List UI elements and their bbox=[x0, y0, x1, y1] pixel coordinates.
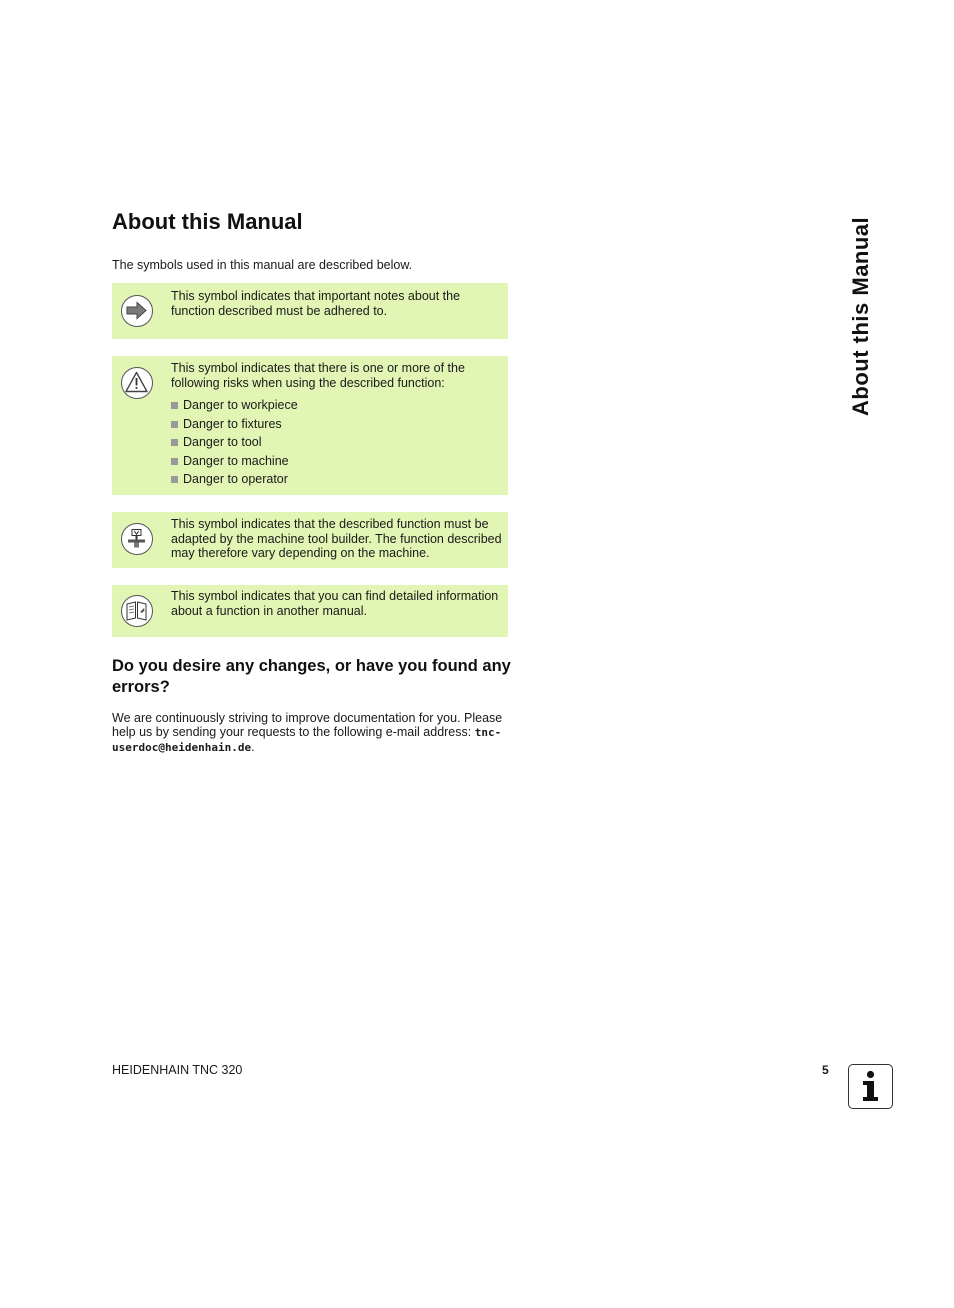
note-important bbox=[112, 283, 508, 339]
note-warning bbox=[112, 356, 508, 495]
list-item: Danger to fixtures bbox=[171, 415, 503, 434]
note-text: This symbol indicates that important notes about the function described must be adhered to. bbox=[171, 289, 461, 318]
feedback-text: We are continuously striving to improve documentation for you. Please help us by sending your requests to the following e-mail address: tnc-userdoc@heidenhain.de. bbox=[112, 711, 503, 754]
list-item: Danger to operator bbox=[171, 470, 503, 489]
list-item: Danger to workpiece bbox=[171, 396, 503, 415]
feedback-heading: Do you desire any changes, or have you found any errors? bbox=[112, 657, 511, 696]
bullet-icon bbox=[171, 421, 178, 428]
list-item: Danger to tool bbox=[171, 433, 503, 452]
warning-triangle-icon bbox=[121, 367, 153, 399]
page-title: About this Manual bbox=[112, 209, 303, 234]
intro-text: The symbols used in this manual are described below. bbox=[112, 258, 413, 272]
note-machine-builder bbox=[112, 512, 508, 568]
bullet-icon bbox=[171, 402, 178, 409]
bullet-icon bbox=[171, 458, 178, 465]
page-number: 5 bbox=[822, 1063, 829, 1077]
email-link[interactable]: tnc-userdoc@heidenhain.de bbox=[112, 726, 502, 754]
arrow-right-icon bbox=[121, 295, 153, 327]
machine-tool-icon bbox=[121, 523, 153, 555]
note-text: This symbol indicates that the described function must be adapted by the machine tool builder. The function described may therefore vary depending on the machine. bbox=[171, 517, 502, 561]
footer-product: HEIDENHAIN TNC 320 bbox=[112, 1063, 243, 1077]
list-item: Danger to machine bbox=[171, 452, 503, 471]
note-other-manual bbox=[112, 585, 508, 637]
risk-list bbox=[171, 396, 503, 489]
side-tab-title: About this Manual bbox=[848, 216, 873, 416]
note-text: This symbol indicates that you can find detailed information about a function in another manual. bbox=[171, 589, 499, 618]
info-icon bbox=[848, 1064, 893, 1109]
bullet-icon bbox=[171, 439, 178, 446]
bullet-icon bbox=[171, 476, 178, 483]
note-text: This symbol indicates that there is one or more of the following risks when using the described function: bbox=[171, 361, 465, 390]
note-body bbox=[171, 361, 503, 489]
book-icon bbox=[121, 595, 153, 627]
